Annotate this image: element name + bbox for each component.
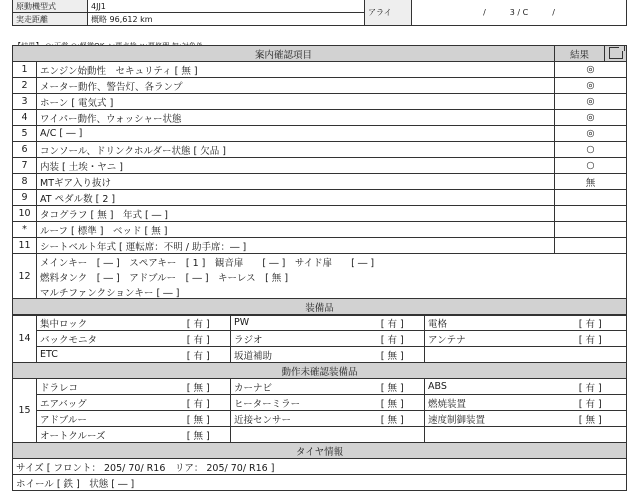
equipment-value: [ 有 ]: [361, 331, 425, 347]
item-number: 1: [13, 62, 37, 78]
item-text: エンジン始動性 セキュリティ [ 無 ]: [37, 62, 555, 78]
equipment-value: [555, 347, 627, 363]
equipment-value: [361, 427, 425, 443]
equipment-name: 電格: [425, 315, 555, 331]
equipment-value: [ 無 ]: [555, 411, 627, 427]
equipment-value: [ 有 ]: [167, 315, 231, 331]
equipment-name: [231, 427, 361, 443]
equipment-value: [ 無 ]: [361, 411, 425, 427]
equipment-value: [ 無 ]: [361, 379, 425, 395]
tire-size: サイズ [ フロント： 205/ 70/ R16 リア： 205/ 70/ R16 ]: [13, 459, 627, 475]
equipment-value: [ 有 ]: [361, 315, 425, 331]
item-number: 6: [13, 142, 37, 158]
item-number: 12: [13, 254, 37, 300]
item-result: ○: [555, 158, 627, 174]
multikey-line: マルチファンクションキー [ ― ]: [37, 284, 627, 300]
mileage-label: 実走距離: [13, 13, 88, 26]
item-result: [555, 206, 627, 222]
share-icon: [609, 47, 623, 59]
inspection-row: [13, 238, 627, 254]
equipment-name: ラジオ: [231, 331, 361, 347]
equipment-name: 速度制御装置: [425, 411, 555, 427]
equipment-name: 集中ロック: [37, 315, 167, 331]
item-result: ○: [555, 142, 627, 158]
equipment-name: アンテナ: [425, 331, 555, 347]
inspection-row: [13, 94, 627, 110]
equipment-name: [425, 427, 555, 443]
item-result: [555, 238, 627, 254]
engine-model-label: 原動機型式: [13, 0, 88, 13]
engine-model-value: 4JJ1: [88, 0, 365, 13]
alert-value: / 3 / C /: [412, 0, 627, 26]
mileage-value: 概略 96,612 km: [88, 13, 365, 26]
equipment-name: 燃焼装置: [425, 395, 555, 411]
inspection-row: [13, 206, 627, 222]
equipment-value: [ 有 ]: [555, 395, 627, 411]
item-number: 7: [13, 158, 37, 174]
equipment-name: ABS: [425, 379, 555, 395]
equipment-row: [13, 427, 627, 443]
item-text: コンソール、ドリンクホルダー状態 [ 欠品 ]: [37, 142, 555, 158]
tank-line: 燃料タンク [ ― ] アドブルー [ ― ] キーレス [ 無 ]: [37, 269, 627, 284]
item-text: A/C [ ― ]: [37, 126, 555, 142]
item-result: ◎: [555, 94, 627, 110]
group-number: 14: [13, 315, 37, 363]
equipment-value: [ 無 ]: [167, 379, 231, 395]
item-text: ホーン [ 電気式 ]: [37, 94, 555, 110]
equipment-row: [13, 315, 627, 331]
item-result: 無: [555, 174, 627, 190]
inspection-table: [12, 45, 627, 316]
group-number: 15: [13, 379, 37, 443]
alert-label: アライ: [365, 0, 412, 26]
equipment-name: [425, 347, 555, 363]
equipment-value: [ 有 ]: [555, 331, 627, 347]
equipment-table: [12, 298, 627, 491]
inspection-header: 案内確認項目: [13, 46, 555, 62]
inspection-row: [13, 174, 627, 190]
equipment-name: 坂道補助: [231, 347, 361, 363]
item-number: 9: [13, 190, 37, 206]
share-button[interactable]: [605, 46, 627, 62]
item-result: ◎: [555, 126, 627, 142]
item-number: 8: [13, 174, 37, 190]
tire-header: タイヤ情報: [13, 443, 627, 459]
item-text: 内装 [ 土埃・ヤニ ]: [37, 158, 555, 174]
equipment-name: ETC: [37, 347, 167, 363]
equipment-name: アドブルー: [37, 411, 167, 427]
equipment-name: カーナビ: [231, 379, 361, 395]
equipment-value: [ 有 ]: [167, 395, 231, 411]
wheel-info: ホイール [ 鉄 ] 状態 [ ― ]: [13, 475, 627, 491]
item-result: ◎: [555, 62, 627, 78]
equipment-name: ドラレコ: [37, 379, 167, 395]
item-text: メーター動作、警告灯、各ランプ: [37, 78, 555, 94]
item-number: 4: [13, 110, 37, 126]
item-number: 3: [13, 94, 37, 110]
equipment-value: [ 有 ]: [167, 331, 231, 347]
inspection-row: [13, 222, 627, 238]
equipment-value: [555, 427, 627, 443]
equipment-name: 近接センサー: [231, 411, 361, 427]
equipment-row: [13, 395, 627, 411]
equipment-value: [ 有 ]: [555, 379, 627, 395]
equipment-name: PW: [231, 315, 361, 331]
inspection-row: [13, 62, 627, 78]
equipment-header: 装備品: [13, 299, 627, 315]
result-header: 結果: [555, 46, 605, 62]
equipment-name: バックモニタ: [37, 331, 167, 347]
equipment-name: エアバッグ: [37, 395, 167, 411]
item-result: [555, 222, 627, 238]
equipment-row: [13, 347, 627, 363]
item-number: 2: [13, 78, 37, 94]
equipment-value: [ 無 ]: [167, 411, 231, 427]
item-text: ワイパー動作、ウォッシャー状態: [37, 110, 555, 126]
equipment-value: [ 無 ]: [361, 347, 425, 363]
vehicle-info-table: [12, 0, 627, 26]
keys-line: メインキー [ ― ] スペアキー [ 1 ] 観音扉 [ ― ] サイド扉 [ ― ]: [37, 254, 627, 270]
equipment-value: [ 無 ]: [361, 395, 425, 411]
inspection-row: [13, 126, 627, 142]
item-number: 5: [13, 126, 37, 142]
equipment-row: [13, 331, 627, 347]
equipment-value: [ 有 ]: [167, 347, 231, 363]
item-text: MTギア入り抜け: [37, 174, 555, 190]
inspection-row: [13, 190, 627, 206]
equipment-row: [13, 411, 627, 427]
inspection-row: [13, 158, 627, 174]
equipment-row: [13, 379, 627, 395]
item-text: ルーフ [ 標準 ] ベッド [ 無 ]: [37, 222, 555, 238]
item-text: シートベルト年式 [ 運転席：不明 / 助手席：― ]: [37, 238, 555, 254]
item-text: タコグラフ [ 無 ] 年式 [ ― ]: [37, 206, 555, 222]
inspection-row: [13, 110, 627, 126]
item-result: ◎: [555, 110, 627, 126]
item-number: 11: [13, 238, 37, 254]
item-number: 10: [13, 206, 37, 222]
item-number: *: [13, 222, 37, 238]
unverified-header: 動作未確認装備品: [13, 363, 627, 379]
equipment-value: [ 有 ]: [555, 315, 627, 331]
equipment-value: [ 無 ]: [167, 427, 231, 443]
equipment-name: オートクルーズ: [37, 427, 167, 443]
item-result: [555, 190, 627, 206]
equipment-name: ヒーターミラー: [231, 395, 361, 411]
item-text: AT ペダル数 [ 2 ]: [37, 190, 555, 206]
inspection-row: [13, 142, 627, 158]
item-result: ◎: [555, 78, 627, 94]
inspection-row: [13, 78, 627, 94]
